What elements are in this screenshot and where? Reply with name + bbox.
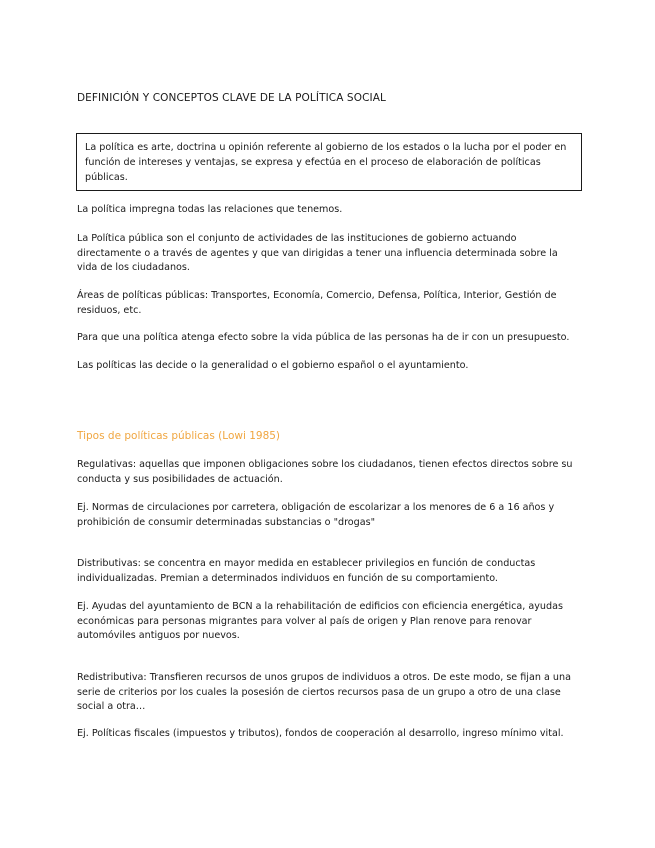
type-redistributiva: Redistributiva: Transfieren recursos de unos grupos de individuos a otros. De este modo, se fijan a una serie de criterios por los cuales la posesión de ciertos recursos pasa de un grupo a otro de una clase social a otra… bbox=[77, 672, 571, 712]
example-redistributiva: Ej. Políticas fiscales (impuestos y tributos), fondos de cooperación al desarrollo, ingreso mínimo vital. bbox=[77, 728, 564, 739]
paragraph-3: Áreas de políticas públicas: Transportes, Economía, Comercio, Defensa, Política, Interior, Gestión de residuos, etc. bbox=[77, 290, 557, 316]
type-distributivas: Distributivas: se concentra en mayor medida en establecer privilegios en función de conductas individualizadas. Premian a determinados individuos en función de su comportamiento. bbox=[77, 558, 536, 584]
type-regulativas: Regulativas: aquellas que imponen obligaciones sobre los ciudadanos, tienen efectos directos sobre su conducta y sus posibilidades de actuación. bbox=[77, 459, 573, 485]
definition-box: La política es arte, doctrina u opinión referente al gobierno de los estados o la lucha por el poder en función de intereses y ventajas, se expresa y efectúa en el proceso de elaboración de políticas públicas. bbox=[76, 133, 582, 191]
paragraph-1: La política impregna todas las relaciones que tenemos. bbox=[77, 204, 343, 215]
section-title: Tipos de políticas públicas (Lowi 1985) bbox=[77, 430, 281, 442]
page-title: DEFINICIÓN Y CONCEPTOS CLAVE DE LA POLÍTICA SOCIAL bbox=[77, 92, 386, 104]
example-regulativas: Ej. Normas de circulaciones por carretera, obligación de escolarizar a los menores de 6 a 16 años y prohibición de consumir determinadas substancias o "drogas" bbox=[77, 502, 555, 528]
paragraph-4: Para que una política atenga efecto sobre la vida pública de las personas ha de ir con un presupuesto. bbox=[77, 332, 570, 343]
paragraph-5: Las políticas las decide o la generalidad o el gobierno español o el ayuntamiento. bbox=[77, 360, 469, 371]
example-distributivas: Ej. Ayudas del ayuntamiento de BCN a la rehabilitación de edificios con eficiencia energética, ayudas económicas para personas migrantes para volver al país de origen y Plan renove para renovar automóviles antiguos por nuevos. bbox=[77, 601, 563, 641]
paragraph-2: La Política pública son el conjunto de actividades de las instituciones de gobierno actuando directamente o a través de agentes y que van dirigidas a tener una influencia determinada sobre la vida de los ciudadanos. bbox=[77, 233, 558, 273]
